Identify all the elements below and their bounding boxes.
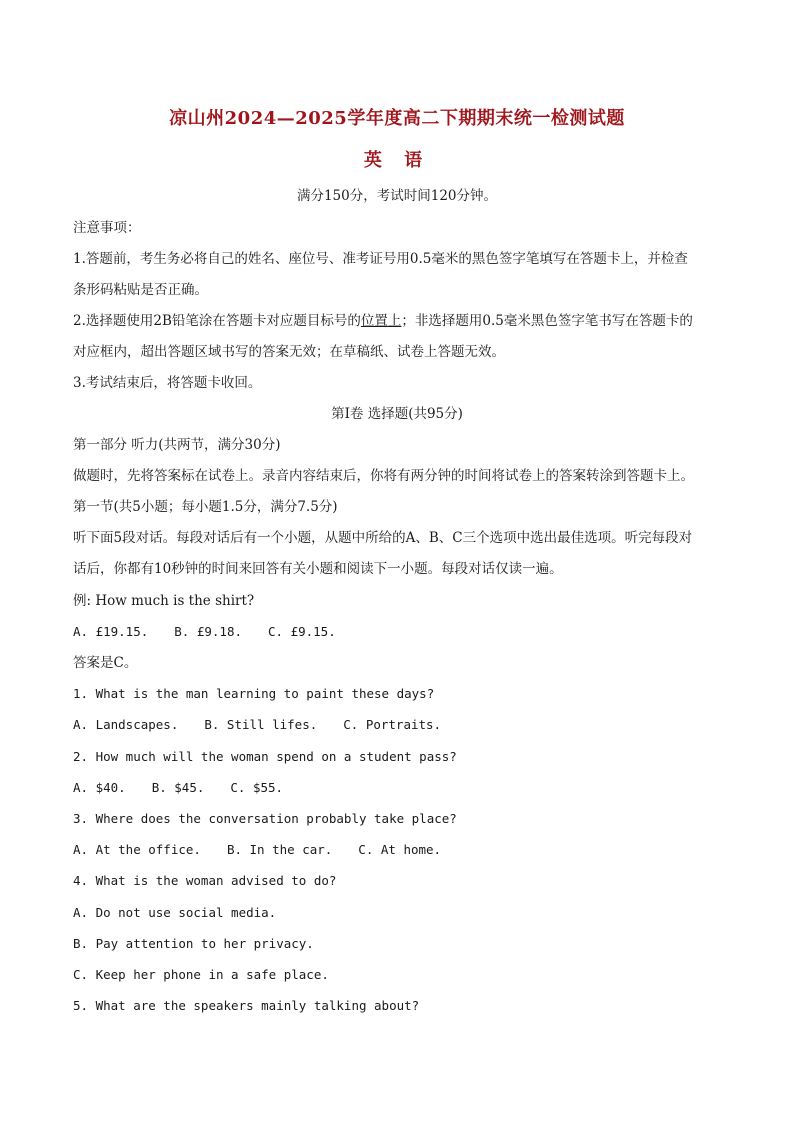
- section-1-instruction-line-1: 听下面5段对话。每段对话后有一个小题，从题中所给的A、B、C三个选项中选出最佳选项。听完每段对: [73, 530, 693, 546]
- question-4-option-a: A. Do not use social media.: [73, 905, 277, 920]
- question-2-stem: 2. How much will the woman spend on a student pass?: [73, 749, 457, 764]
- question-1-option-b: B. Still lifes.: [204, 717, 318, 732]
- note-item-2-underlined: 位置上: [360, 313, 402, 329]
- part-1-instruction: 做题时，先将答案标在试卷上。录音内容结束后，你将有两分钟的时间将试卷上的答案转涂到答题卡上。: [73, 468, 694, 484]
- question-3-options: [73, 840, 733, 860]
- example-options: [73, 622, 733, 642]
- question-4-option-c: C. Keep her phone in a safe place.: [73, 967, 329, 982]
- notes-heading: 注意事项：: [73, 220, 141, 236]
- note-item-2-text-a: 2.选择题使用2B铅笔涂在答题卡对应题目标号的: [73, 313, 361, 329]
- question-3-stem: 3. Where does the conversation probably take place?: [73, 811, 457, 826]
- question-1-stem: 1. What is the man learning to paint these days?: [73, 686, 435, 701]
- question-4-option-b: B. Pay attention to her privacy.: [73, 936, 314, 951]
- section-1-heading: 第一节(共5小题；每小题1.5分，满分7.5分): [73, 499, 338, 515]
- subject-title: 英 语: [363, 150, 431, 171]
- example-option-c: C. £9.15.: [268, 624, 336, 639]
- question-4-stem: 4. What is the woman advised to do?: [73, 873, 337, 888]
- example-answer: 答案是C。: [73, 655, 138, 671]
- question-2-option-c: C. $55.: [230, 780, 284, 795]
- example-option-b: B. £9.18.: [174, 624, 242, 639]
- note-item-2-text-b: ；非选择题用0.5毫米黑色签字笔书写在答题卡的: [401, 313, 693, 329]
- note-item-2-line-2: 对应框内，超出答题区域书写的答案无效；在草稿纸、试卷上答题无效。: [73, 344, 505, 360]
- question-5-stem: 5. What are the speakers mainly talking about?: [73, 998, 420, 1013]
- part-1-heading: 第一部分 听力(共两节，满分30分): [73, 437, 281, 453]
- volume-title: 第Ⅰ卷 选择题(共95分): [331, 406, 463, 422]
- note-item-3: 3.考试结束后，将答题卡收回。: [73, 375, 262, 391]
- question-2-option-a: A. $40.: [73, 780, 126, 795]
- question-1-option-c: C. Portraits.: [343, 717, 442, 732]
- note-item-1-line-2: 条形码粘贴是否正确。: [73, 282, 208, 298]
- question-1-options: [73, 715, 733, 735]
- question-3-option-b: B. In the car.: [226, 842, 333, 857]
- question-3-option-a: A. At the office.: [73, 842, 201, 857]
- note-item-1-line-1: 1.答题前，考生务必将自己的姓名、座位号、准考证号用0.5毫米的黑色签字笔填写在答题卡上，并检查: [73, 251, 688, 267]
- exam-title: 凉山州2024—2025学年度高二下期期末统一检测试题: [169, 108, 625, 129]
- score-info: 满分150分，考试时间120分钟。: [296, 188, 498, 204]
- question-2-options: [73, 778, 733, 798]
- question-2-option-b: B. $45.: [151, 780, 205, 795]
- question-1-option-a: A. Landscapes.: [73, 717, 179, 732]
- example-option-a: A. £19.15.: [73, 624, 149, 639]
- question-3-option-c: C. At home.: [358, 842, 442, 857]
- example-question: 例: How much is the shirt?: [73, 593, 255, 609]
- section-1-instruction-line-2: 话后，你都有10秒钟的时间来回答有关小题和阅读下一小题。每段对话仅读一遍。: [73, 561, 563, 577]
- note-item-2-line-1: [73, 311, 733, 331]
